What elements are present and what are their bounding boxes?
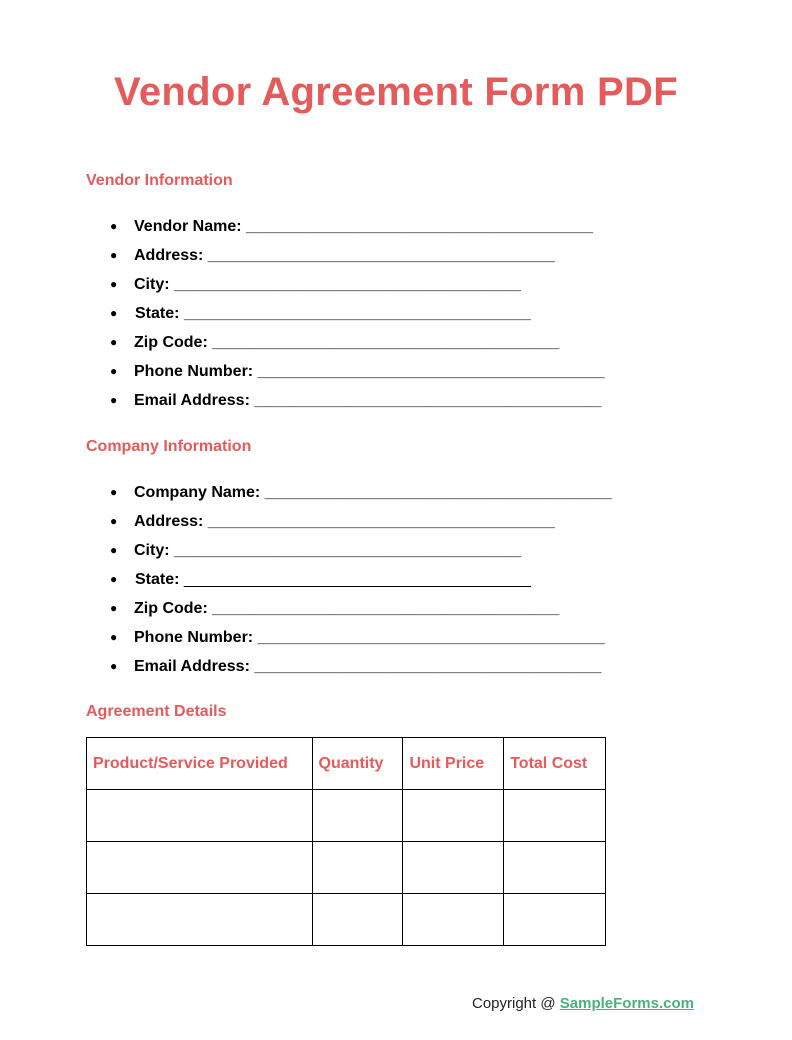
bullet-icon: ● bbox=[110, 630, 118, 644]
page-title: Vendor Agreement Form PDF bbox=[114, 70, 678, 114]
column-header-unit-price: Unit Price bbox=[403, 738, 504, 790]
table-cell[interactable] bbox=[504, 894, 606, 946]
agreement-details-heading: Agreement Details bbox=[86, 703, 227, 720]
column-header-quantity: Quantity bbox=[312, 738, 403, 790]
footer-copyright bbox=[472, 995, 694, 1012]
table-row bbox=[87, 842, 606, 894]
table-cell[interactable] bbox=[403, 790, 504, 842]
field-blank-line[interactable]: _______________________________________ bbox=[212, 334, 560, 351]
column-header-product: Product/Service Provided bbox=[87, 738, 313, 790]
table-cell[interactable] bbox=[87, 842, 313, 894]
field-label: Company Name: bbox=[134, 484, 265, 501]
field-label: City: bbox=[134, 542, 174, 559]
bullet-icon: ● bbox=[110, 306, 118, 320]
field-label: Vendor Name: bbox=[134, 218, 247, 235]
bullet-icon: ● bbox=[110, 335, 118, 349]
field-label: State: bbox=[135, 571, 184, 588]
field-blank-line[interactable]: _______________________________________ bbox=[174, 542, 522, 559]
table-cell[interactable] bbox=[312, 842, 403, 894]
table-cell[interactable] bbox=[312, 790, 403, 842]
field-label: Email Address: bbox=[134, 658, 255, 675]
table-cell[interactable] bbox=[504, 842, 606, 894]
field-blank-line[interactable]: _______________________________________ bbox=[254, 392, 602, 409]
field-blank-line[interactable]: _______________________________________ bbox=[254, 658, 602, 675]
field-blank-line[interactable]: _______________________________________ bbox=[183, 305, 531, 322]
field-label: City: bbox=[134, 276, 174, 293]
field-blank-line[interactable]: _______________________________________ bbox=[257, 363, 605, 380]
field-label: Phone Number: bbox=[134, 363, 258, 380]
table-cell[interactable] bbox=[504, 790, 606, 842]
vendor-info-heading: Vendor Information bbox=[86, 172, 233, 189]
field-blank-line[interactable]: _______________________________________ bbox=[246, 218, 594, 235]
table-cell[interactable] bbox=[403, 894, 504, 946]
table-cell[interactable] bbox=[403, 842, 504, 894]
bullet-icon: ● bbox=[110, 364, 118, 378]
company-info-heading: Company Information bbox=[86, 438, 252, 455]
bullet-icon: ● bbox=[110, 393, 118, 407]
table-cell[interactable] bbox=[87, 790, 313, 842]
field-label: Address: bbox=[134, 247, 208, 264]
bullet-icon: ● bbox=[110, 572, 118, 586]
field-blank-line[interactable]: _______________________________________ bbox=[207, 513, 555, 530]
field-label: State: bbox=[135, 305, 184, 322]
bullet-icon: ● bbox=[110, 485, 118, 499]
field-blank-line[interactable]: _______________________________________ bbox=[183, 571, 531, 588]
table-cell[interactable] bbox=[312, 894, 403, 946]
table-row bbox=[87, 894, 606, 946]
field-blank-line[interactable]: _______________________________________ bbox=[174, 276, 522, 293]
bullet-icon: ● bbox=[110, 514, 118, 528]
copyright-text: Copyright @ bbox=[472, 995, 560, 1012]
agreement-table bbox=[86, 737, 606, 946]
brand-link[interactable]: SampleForms.com bbox=[559, 995, 694, 1012]
field-label: Email Address: bbox=[134, 392, 255, 409]
table-cell[interactable] bbox=[87, 894, 313, 946]
column-header-total-cost: Total Cost bbox=[504, 738, 606, 790]
bullet-icon: ● bbox=[110, 219, 118, 233]
field-label: Address: bbox=[134, 513, 208, 530]
table-row bbox=[87, 790, 606, 842]
field-blank-line[interactable]: _______________________________________ bbox=[264, 484, 612, 501]
bullet-icon: ● bbox=[110, 659, 118, 673]
field-label: Zip Code: bbox=[134, 600, 213, 617]
bullet-icon: ● bbox=[110, 543, 118, 557]
field-blank-line[interactable]: _______________________________________ bbox=[212, 600, 560, 617]
bullet-icon: ● bbox=[110, 277, 118, 291]
field-label: Phone Number: bbox=[134, 629, 258, 646]
table-header-row bbox=[87, 738, 606, 790]
bullet-icon: ● bbox=[110, 248, 118, 262]
field-blank-line[interactable]: _______________________________________ bbox=[257, 629, 605, 646]
bullet-icon: ● bbox=[110, 601, 118, 615]
field-label: Zip Code: bbox=[134, 334, 213, 351]
field-blank-line[interactable]: _______________________________________ bbox=[207, 247, 555, 264]
